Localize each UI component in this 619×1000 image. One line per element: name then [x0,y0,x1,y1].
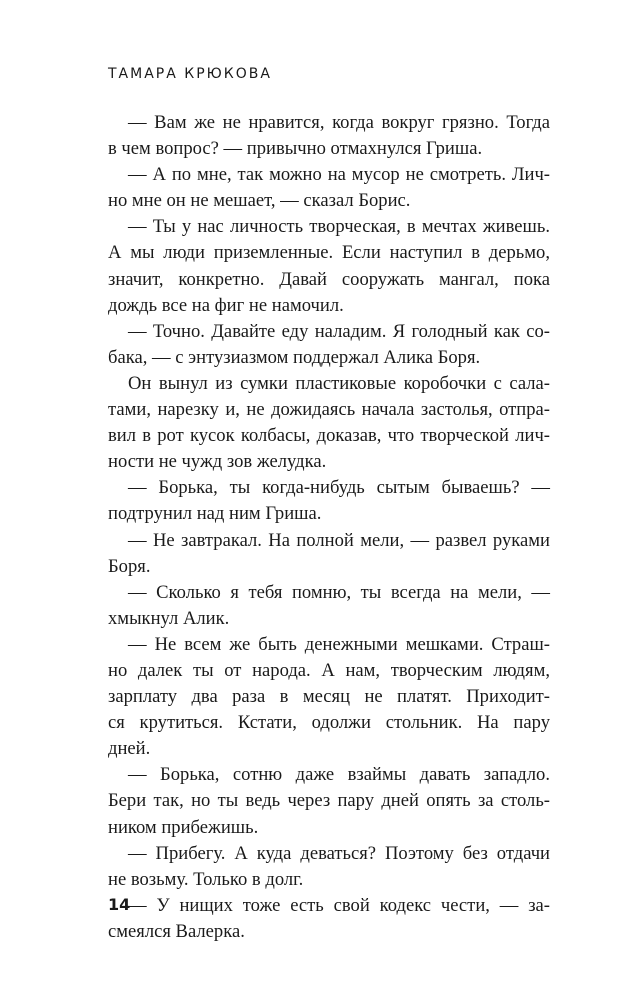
text-line: дождь все на фиг не намочил. [108,294,344,316]
text-line: — Не всем же быть денежными мешками. Страш- [128,633,550,655]
text-line: подтрунил над ним Гриша. [108,503,322,525]
text-line: значит, конкретно. Давай сооружать мангал, пока [108,268,550,290]
text-line: ности не чужд зов желудка. [108,451,327,473]
text-line: — У нищих тоже есть свой кодекс чести, — за- [128,894,550,916]
text-line: тами, нарезку и, не дожидаясь начала застолья, отпра- [108,399,550,421]
text-line: — Ты у нас личность творческая, в мечтах живешь. [128,216,550,238]
text-line: хмыкнул Алик. [108,607,230,629]
text-line: — Прибегу. А куда деваться? Поэтому без отдачи [128,842,550,864]
page-number: 14 [108,895,131,914]
text-line: — Сколько я тебя помню, ты всегда на мели, — [128,581,550,603]
text-line: но далек ты от народа. А нам, творческим людям, [108,659,550,681]
text-line: бака, — с энтузиазмом поддержал Алика Боря. [108,346,481,368]
text-line: зарплату два раза в месяц не платят. Приходит- [108,686,550,708]
text-line: — Борька, сотню даже взаймы давать западло. [128,764,550,786]
text-line: но мне он не мешает, — сказал Борис. [108,190,411,212]
text-line: ником прибежишь. [108,816,259,838]
text-line: — Не завтракал. На полной мели, — развел руками [128,529,550,551]
text-line: в чем вопрос? — привычно отмахнулся Гриша. [108,138,483,160]
text-line: — Вам же не нравится, когда вокруг грязно. Тогда [128,112,550,133]
text-line: ся крутиться. Кстати, одолжи стольник. На пару [108,712,550,734]
text-line: смеялся Валерка. [108,920,245,942]
body-text [108,110,550,945]
text-line: А мы люди приземленные. Если наступил в дерьмо, [108,242,550,264]
text-line: — А по мне, так можно на мусор не смотреть. Лич- [128,164,550,186]
text-line: — Борька, ты когда-нибудь сытым бываешь? — [128,477,550,499]
text-line: дней. [108,738,151,760]
running-head: ТАМАРА КРЮКОВА [108,66,272,82]
text-line: не возьму. Только в долг. [108,868,304,890]
text-line: вил в рот кусок колбасы, доказав, что творческой лич- [108,425,550,447]
text-line: Боря. [108,555,151,577]
text-line: — Точно. Давайте еду наладим. Я голодный как со- [128,320,550,342]
text-line: Бери так, но ты ведь через пару дней опять за столь- [108,790,550,812]
text-line: Он вынул из сумки пластиковые коробочки с сала- [128,372,550,394]
